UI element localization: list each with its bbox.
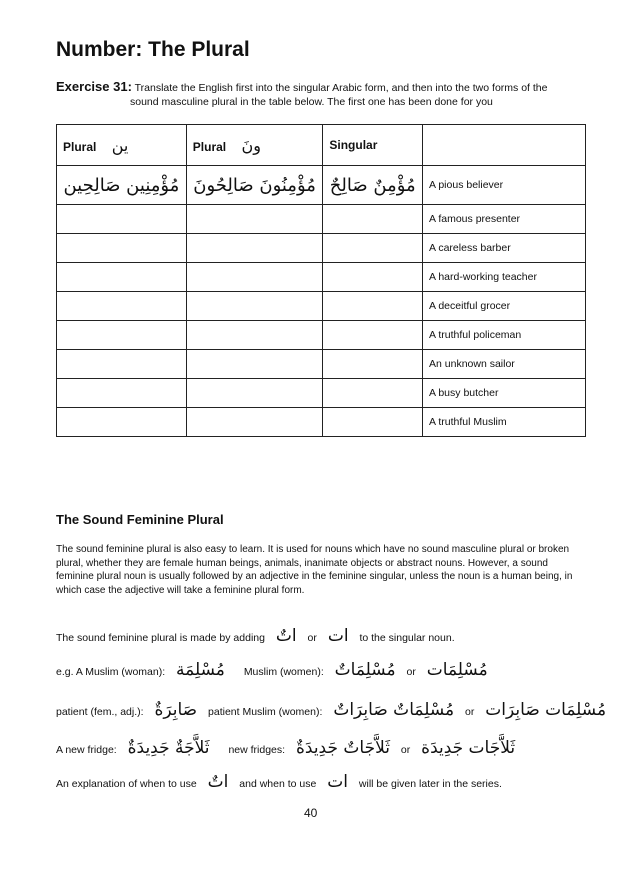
formation-ar-2: ات <box>327 626 349 646</box>
page-number: 40 <box>304 806 318 820</box>
plural-1-blank[interactable] <box>57 321 187 350</box>
plural-2-blank[interactable] <box>186 379 323 408</box>
table-row <box>57 205 586 234</box>
explanation-text-1: An explanation of when to use <box>56 778 197 790</box>
plural-1-blank[interactable] <box>57 408 187 437</box>
example-singular: مُؤْمِنٌ صَالِحٌ <box>323 166 423 205</box>
english-phrase: A deceitful grocer <box>423 292 586 321</box>
singular-blank[interactable] <box>323 205 423 234</box>
plural-1-blank[interactable] <box>57 292 187 321</box>
english-phrase: A famous presenter <box>423 205 586 234</box>
singular-blank[interactable] <box>323 408 423 437</box>
muslim-label: e.g. A Muslim (woman): <box>56 666 166 678</box>
section-paragraph: The sound feminine plural is also easy to learn. It is used for nouns which have no sound masculine plural or broken plural, whether they are female human beings, animals, inanimate objects or abstract nouns. However, a sound feminine plural noun is usually followed by an adjective in the feminine singular, unless the noun is a human being, in which case the adjective will take a feminine plural form. <box>56 544 573 596</box>
plural-1-blank[interactable] <box>57 205 187 234</box>
english-phrase: A truthful Muslim <box>423 408 586 437</box>
formation-suffix: to the singular noun. <box>359 632 455 644</box>
patient-plural-label: patient Muslim (women): <box>208 706 323 718</box>
formation-ar-1: اتٌ <box>275 626 297 646</box>
singular-blank[interactable] <box>323 379 423 408</box>
english-phrase: A busy butcher <box>423 379 586 408</box>
fridge-ar: ثَلاَّجَةٌ جَدِيدَةٌ <box>127 738 210 758</box>
plural-1-blank[interactable] <box>57 263 187 292</box>
fridge-plural-label: new fridges: <box>228 744 286 756</box>
muslim-ar-2: مُسْلِمَات <box>426 660 488 680</box>
fridge-ar-2: ثَلاَّجَات جَدِيدَة <box>421 738 516 758</box>
muslim-ar-1: مُسْلِمَاتٌ <box>334 660 396 680</box>
example-plural-1: مُؤْمِنِين صَالِحِين <box>57 166 187 205</box>
header-singular <box>323 125 423 166</box>
header-plural-1-label: Plural <box>63 139 97 154</box>
header-plural-2 <box>186 125 323 166</box>
header-singular-label: Singular <box>329 138 378 152</box>
formation-text: The sound feminine plural is made by adding <box>56 632 265 644</box>
patient-ar-2: مُسْلِمَات صَابِرَات <box>485 700 607 720</box>
singular-blank[interactable] <box>323 321 423 350</box>
plural-2-blank[interactable] <box>186 350 323 379</box>
muslim-ar: مُسْلِمَة <box>176 660 225 680</box>
explanation-text-3: will be given later in the series. <box>358 778 502 790</box>
patient-ar: صَابِرَةٌ <box>154 700 198 720</box>
plural-2-blank[interactable] <box>186 321 323 350</box>
table-row <box>57 379 586 408</box>
header-plural-2-label: Plural <box>192 139 227 154</box>
explanation-ar-2: ات <box>327 772 348 792</box>
singular-blank[interactable] <box>323 350 423 379</box>
plural-table <box>56 124 586 437</box>
table-row <box>57 234 586 263</box>
exercise-label: Exercise 31: <box>56 79 132 94</box>
fridge-ar-1: ثَلاَّجَاتٌ جَدِيدَةٌ <box>296 738 390 758</box>
english-phrase: An unknown sailor <box>423 350 586 379</box>
explanation-line <box>56 772 502 792</box>
plural-2-blank[interactable] <box>186 263 323 292</box>
singular-blank[interactable] <box>323 263 423 292</box>
example-fridge <box>56 738 515 758</box>
muslim-plural-label: Muslim (women): <box>243 666 324 678</box>
exercise-line-2: sound masculine plural in the table below. The first one has been done for you <box>130 96 493 108</box>
patient-label: patient (fem., adj.): <box>56 706 144 718</box>
plural-2-blank[interactable] <box>186 292 323 321</box>
table-row <box>57 263 586 292</box>
table-row <box>57 292 586 321</box>
page-title: Number: The Plural <box>56 38 250 61</box>
formation-line <box>56 626 455 646</box>
header-english <box>423 125 586 166</box>
table-row-example <box>57 166 586 205</box>
section-heading: The Sound Feminine Plural <box>56 512 224 527</box>
patient-ar-1: مُسْلِمَاتٌ صَابِرَاتٌ <box>333 700 455 720</box>
header-plural-2-suffix: ونَ <box>241 135 261 155</box>
fridge-or: or <box>400 744 411 756</box>
plural-2-blank[interactable] <box>186 408 323 437</box>
header-plural-1 <box>57 125 187 166</box>
example-muslim <box>56 660 488 680</box>
formation-or: or <box>307 632 317 644</box>
plural-1-blank[interactable] <box>57 379 187 408</box>
table-row <box>57 350 586 379</box>
singular-blank[interactable] <box>323 292 423 321</box>
plural-1-blank[interactable] <box>57 234 187 263</box>
example-english: A pious believer <box>423 166 586 205</box>
fridge-label: A new fridge: <box>56 744 117 756</box>
english-phrase: A hard-working teacher <box>423 263 586 292</box>
explanation-text-2: and when to use <box>239 778 317 790</box>
table-row <box>57 408 586 437</box>
plural-1-blank[interactable] <box>57 350 187 379</box>
patient-or: or <box>465 706 475 718</box>
exercise-line-1: Translate the English first into the singular Arabic form, and then into the two forms of the <box>134 82 548 94</box>
table-header-row <box>57 125 586 166</box>
header-plural-1-suffix: ين <box>111 135 129 155</box>
singular-blank[interactable] <box>323 234 423 263</box>
explanation-ar-1: اتٌ <box>207 772 229 792</box>
exercise-instructions <box>56 80 596 109</box>
example-plural-2: مُؤْمِنُونَ صَالِحُونَ <box>186 166 323 205</box>
muslim-or: or <box>406 666 416 678</box>
english-phrase: A careless barber <box>423 234 586 263</box>
table-row <box>57 321 586 350</box>
example-patient <box>56 700 606 720</box>
english-phrase: A truthful policeman <box>423 321 586 350</box>
plural-2-blank[interactable] <box>186 234 323 263</box>
plural-2-blank[interactable] <box>186 205 323 234</box>
